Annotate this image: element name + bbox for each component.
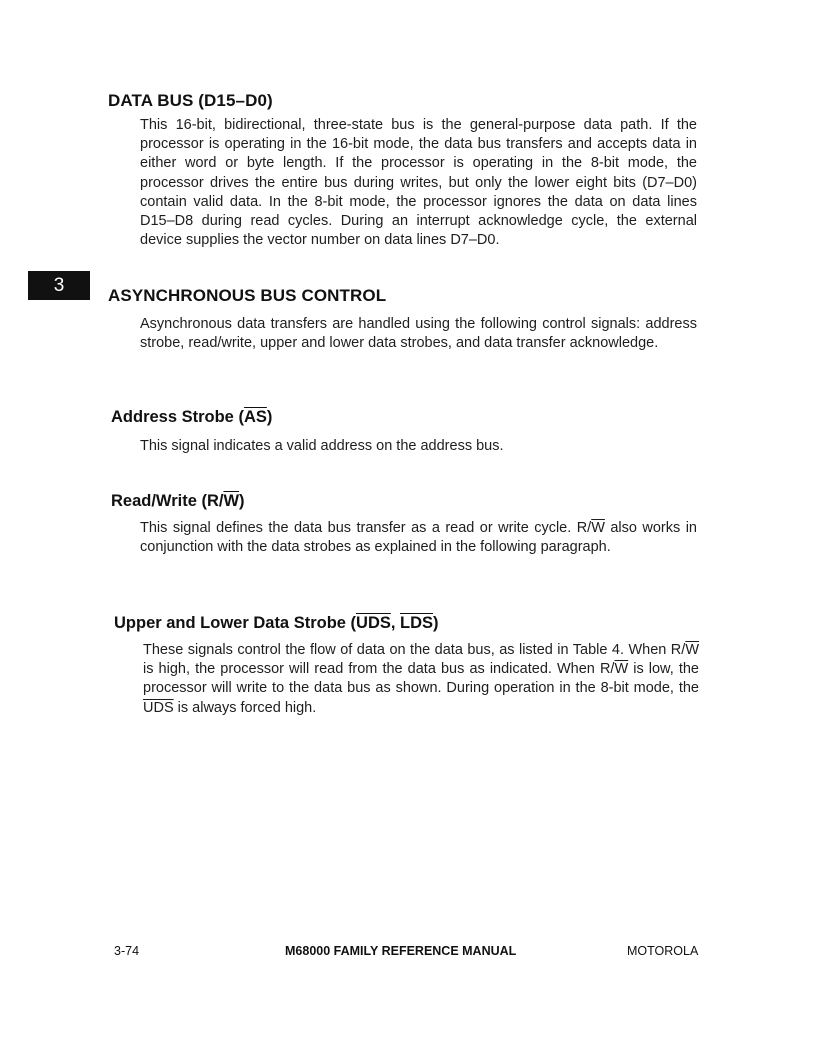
heading-async-bus-control: ASYNCHRONOUS BUS CONTROL	[108, 286, 387, 305]
signal-as: AS	[243, 408, 267, 426]
signal-w: W	[223, 492, 240, 510]
footer-brand: MOTOROLA	[627, 944, 699, 958]
heading-address-strobe: Address Strobe (AS)	[111, 408, 273, 426]
paragraph-address-strobe: This signal indicates a valid address on the address bus.	[140, 438, 504, 454]
heading-read-write: Read/Write (R/W)	[111, 492, 245, 510]
paragraph-read-write: This signal defines the data bus transfer as a read or write cycle. $R/\overline{W}$ also works in conjunction with the data strobes as explained in the following paragraph.	[140, 520, 697, 556]
footer-page-number: 3-74	[114, 944, 140, 958]
signal-lds: LDS	[400, 614, 434, 632]
heading-data-bus: DATA BUS (D15–D0)	[108, 91, 273, 110]
heading-data-strobes: Upper and Lower Data Strobe (UDS, LDS)	[114, 614, 439, 632]
section-tab: 3	[28, 271, 90, 300]
paragraph-data-strobes: These signals control the flow of data on the data bus, as listed in Table 4. When $R/\overline{W}$ is high, the processor will read from the data bus as indicated. When $R/\overline{W}$ is low, the processor will write to the data bus as shown. During operation in the 8-bit mode, the $\overline{UDS}$ is always forced high.	[143, 642, 699, 716]
paragraph-data-bus: This 16-bit, bidirectional, three-state bus is the general-purpose data path. If the processor is operating in the 16-bit mode, the data bus transfers and accepts data in either word or byte length. If the processor is operating in the 8-bit mode, the processor drives the entire bus during writes, but only the lower eight bits (D7–D0) contain valid data. In the 8-bit mode, the processor ignores the data on data lines D15–D8 during read cycles. During an interrupt acknowledge cycle, the external device supplies the vector number on data lines D7–D0.	[140, 117, 697, 249]
footer-title: M68000 FAMILY REFERENCE MANUAL	[285, 944, 517, 958]
paragraph-async-bus-control: Asynchronous data transfers are handled using the following control signals: address strobe, read/write, upper and lower data strobes, and data transfer acknowledge.	[140, 316, 697, 352]
signal-uds: UDS	[356, 614, 391, 632]
